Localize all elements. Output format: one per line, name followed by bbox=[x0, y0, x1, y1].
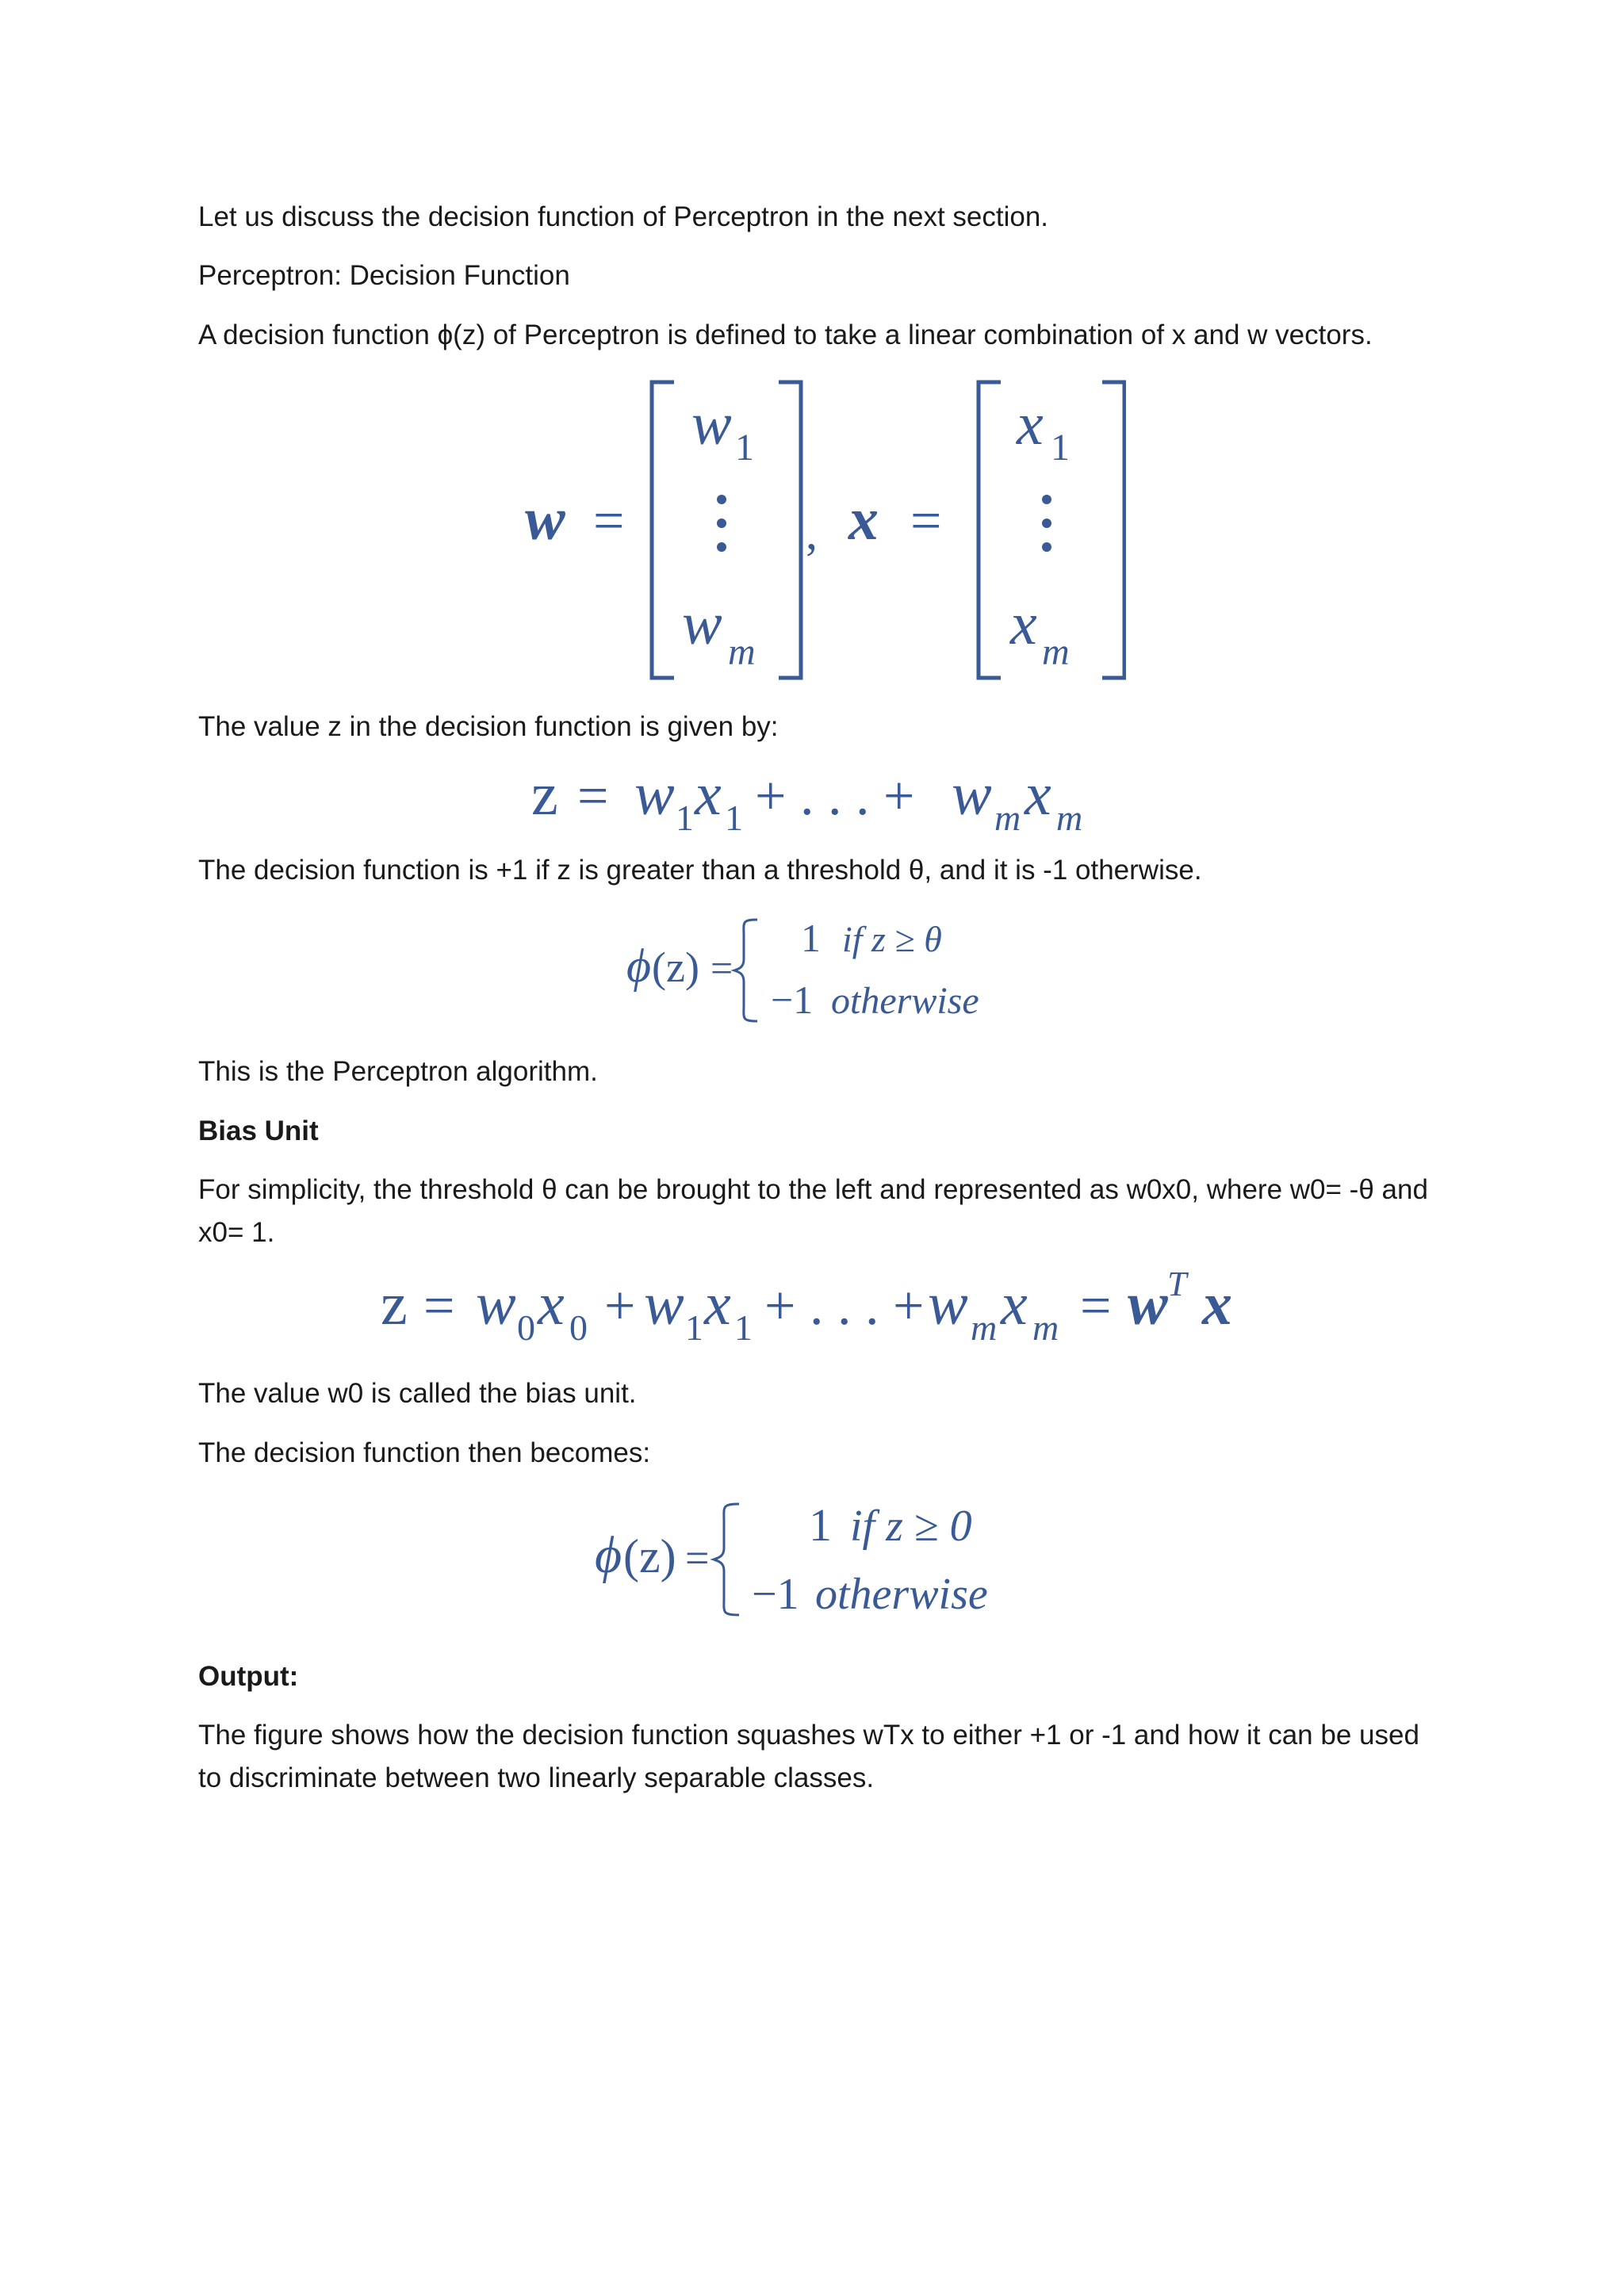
x1-term: x bbox=[704, 1271, 731, 1337]
wm-subscript: m bbox=[971, 1307, 998, 1348]
case1-value: 1 bbox=[809, 1499, 832, 1551]
w0-subscript: 0 bbox=[517, 1307, 535, 1348]
case1-condition: if z ≥ θ bbox=[842, 919, 942, 959]
equation-phi-threshold bbox=[619, 904, 1031, 1031]
right-bracket-x bbox=[1102, 382, 1124, 678]
wm-entry: w bbox=[682, 591, 722, 657]
paragraph-perceptron-algorithm: This is the Perceptron algorithm. bbox=[198, 1056, 598, 1087]
w-transpose: w bbox=[1128, 1271, 1168, 1337]
case2-condition: otherwise bbox=[831, 980, 979, 1022]
case2-value: −1 bbox=[752, 1570, 799, 1619]
wm-term: w bbox=[928, 1271, 968, 1337]
w1-entry: w bbox=[691, 391, 732, 457]
x1-subscript: 1 bbox=[1051, 427, 1070, 469]
paragraph-output-description: The figure shows how the decision function squashes wTx to either +1 or -1 and how it can be used to discriminate between two linearly separable classes. bbox=[198, 1720, 1419, 1793]
x1-subscript: 1 bbox=[734, 1307, 753, 1348]
vdot bbox=[717, 519, 726, 528]
xm-subscript: m bbox=[1032, 1307, 1059, 1348]
equation-weight-input-vectors bbox=[508, 373, 1126, 690]
vdot bbox=[1042, 495, 1051, 504]
x1-subscript: 1 bbox=[725, 798, 743, 838]
left-brace bbox=[734, 920, 757, 1021]
right-bracket-w bbox=[779, 382, 801, 678]
paragraph-bias-explanation: For simplicity, the threshold θ can be brought to the left and represented as w0x0, where w0= -θ and x0= 1. bbox=[198, 1174, 1428, 1248]
case1-condition: if z ≥ 0 bbox=[850, 1502, 972, 1551]
vdot bbox=[717, 542, 726, 552]
transpose-superscript: T bbox=[1167, 1269, 1187, 1303]
vdot bbox=[1042, 519, 1051, 528]
x-vector: x bbox=[1202, 1271, 1232, 1337]
xm-subscript: m bbox=[1056, 798, 1083, 838]
equals-sign: = bbox=[685, 1534, 710, 1582]
w1-subscript: 1 bbox=[735, 427, 754, 469]
section-heading-decision-function: Perceptron: Decision Function bbox=[198, 260, 570, 291]
left-bracket-w bbox=[652, 382, 674, 678]
paragraph-intro: Let us discuss the decision function of Perceptron in the next section. bbox=[198, 201, 1049, 232]
section-heading-bias-unit: Bias Unit bbox=[198, 1115, 319, 1146]
x1-term: x bbox=[695, 761, 722, 828]
phi-symbol: ϕ bbox=[626, 939, 652, 992]
paragraph-bias-unit-definition: The value w0 is called the bias unit. bbox=[198, 1378, 637, 1409]
z-symbol: z bbox=[531, 761, 558, 828]
vdot bbox=[1042, 542, 1051, 552]
equals-sign: = bbox=[423, 1276, 455, 1337]
w1-subscript: 1 bbox=[685, 1307, 703, 1348]
equals-sign: = bbox=[910, 491, 942, 552]
xm-subscript: m bbox=[1042, 631, 1070, 673]
xm-term: x bbox=[1001, 1271, 1028, 1337]
phi-argument: (z) bbox=[623, 1530, 676, 1582]
wm-term: w bbox=[952, 761, 992, 828]
xm-term: x bbox=[1025, 761, 1051, 828]
phi-symbol: ϕ bbox=[595, 1526, 622, 1584]
plus-ellipsis: + . . . + bbox=[764, 1276, 925, 1337]
x0-term: x bbox=[538, 1271, 565, 1337]
equation-weighted-sum bbox=[523, 757, 1126, 844]
w1-term: w bbox=[634, 761, 675, 828]
x-vector-symbol: x bbox=[848, 486, 879, 553]
w0-term: w bbox=[476, 1271, 516, 1337]
xm-entry: x bbox=[1010, 591, 1037, 657]
paragraph-threshold-rule: The decision function is +1 if z is greater than a threshold θ, and it is -1 otherwise. bbox=[198, 855, 1202, 886]
z-symbol: z bbox=[381, 1271, 408, 1337]
equation-phi-zero bbox=[587, 1487, 1047, 1629]
equals-sign: = bbox=[1080, 1276, 1112, 1337]
plus-ellipsis: + . . . + bbox=[755, 766, 915, 827]
w-vector-symbol: w bbox=[525, 486, 565, 553]
section-heading-output: Output: bbox=[198, 1661, 299, 1692]
wm-subscript: m bbox=[994, 798, 1021, 838]
phi-argument: (z) bbox=[652, 943, 699, 991]
w1-subscript: 1 bbox=[676, 798, 694, 838]
paragraph-decision-function-definition: A decision function ϕ(z) of Perceptron is defined to take a linear combination of x and w vectors. bbox=[198, 320, 1373, 350]
case2-condition: otherwise bbox=[815, 1570, 988, 1619]
plus-sign: + bbox=[604, 1276, 636, 1337]
left-bracket-x bbox=[979, 382, 1001, 678]
x1-entry: x bbox=[1017, 391, 1044, 457]
vdot bbox=[717, 495, 726, 504]
comma: , bbox=[806, 507, 818, 559]
equals-sign: = bbox=[577, 766, 609, 827]
equals-sign: = bbox=[593, 491, 625, 552]
paragraph-decision-function-becomes: The decision function then becomes: bbox=[198, 1437, 651, 1468]
case2-value: −1 bbox=[771, 978, 814, 1022]
w1-term: w bbox=[644, 1271, 684, 1337]
x0-subscript: 0 bbox=[569, 1307, 588, 1348]
paragraph-z-value: The value z in the decision function is given by: bbox=[198, 711, 779, 742]
left-brace bbox=[714, 1504, 739, 1615]
case1-value: 1 bbox=[801, 916, 821, 960]
equation-with-bias bbox=[373, 1269, 1261, 1356]
wm-subscript: m bbox=[728, 631, 756, 673]
equals-sign: = bbox=[710, 946, 733, 990]
